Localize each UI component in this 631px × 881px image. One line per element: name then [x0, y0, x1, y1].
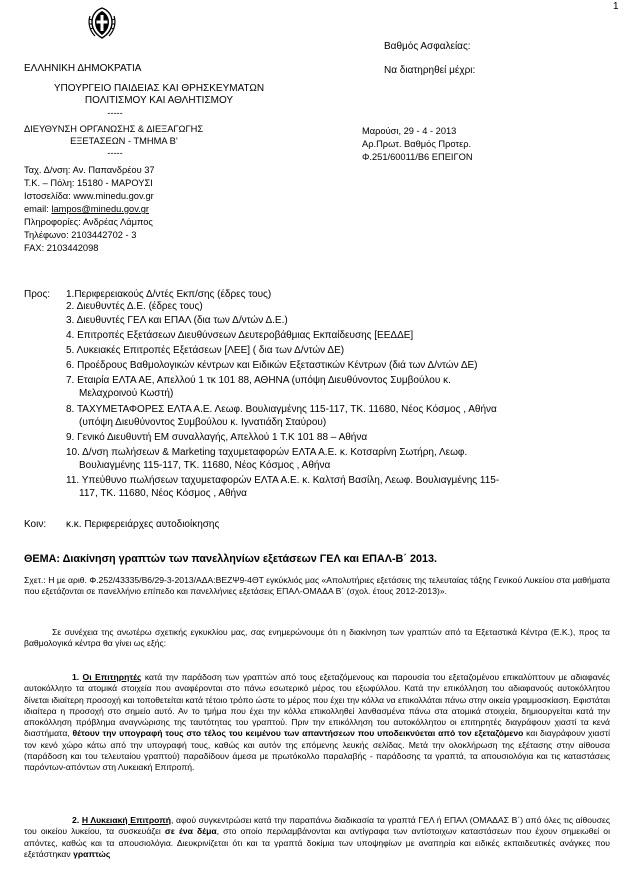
hellenic-republic-coat-of-arms-icon	[86, 6, 118, 40]
recipient-line: 117, ΤΚ. 11680, Νέος Κόσμος , Αθήνα	[79, 488, 247, 499]
subject: ΘΕΜΑ: Διακίνηση γραπτών των πανελληνίων εξετάσεων ΓΕΛ και ΕΠΑΛ-Β΄ 2013.	[24, 553, 437, 565]
info-contact: Πληροφορίες: Ανδρέας Λάμπος	[24, 217, 153, 227]
phone: Τηλέφωνο: 2103442702 - 3	[24, 230, 137, 240]
email-link[interactable]: lampos@minedu.gov.gr	[51, 204, 150, 214]
item-emphasis: γραπτώς	[73, 848, 111, 859]
postcode: Τ.Κ. – Πόλη: 15180 - ΜΑΡΟΥΣΙ	[24, 178, 153, 188]
recipient-line: 5. Λυκειακές Επιτροπές Εξετάσεων [ΛΕΕ] ( δια των Δ/ντών ΔΕ)	[66, 345, 345, 356]
intro-paragraph: Σε συνέχεια της ανωτέρω σχετικής εγκυκλίου μας, σας ενημερώνουμε ότι η διακίνηση των γραπτών από τα Εξεταστικά Κέντρα (Ε.Κ.), προς τα βαθμολογικά κέντρα θα γίνει ως εξής:	[24, 627, 610, 649]
recipient-line: 9. Γενικό Διευθυντή ΕΜ συναλλαγής, Απελλού 1 Τ.Κ 101 88 – Αθήνα	[66, 432, 368, 443]
recipient-line: 7. Εταιρία ΕΛΤΑ ΑΕ, Απελλού 1 τκ 101 88, ΑΘΗΝΑ (υπόψη Διευθύνοντος Συμβούλου κ.	[66, 375, 451, 386]
item-emphasis: θέτουν την υπογραφή τους στο τέλος του κειμένου των απαντήσεων που υποδεικνύεται από τον εξεταζόμενο	[72, 728, 524, 739]
email-line	[24, 204, 149, 214]
separator: -----	[107, 108, 123, 118]
instruction-item-1	[24, 672, 610, 774]
classification-label: Βαθμός Ασφαλείας:	[384, 41, 471, 52]
ministry-line1: ΥΠΟΥΡΓΕΙΟ ΠΑΙΔΕΙΑΣ ΚΑΙ ΘΡΗΣΚΕΥΜΑΤΩΝ	[53, 83, 265, 94]
protocol-label: Αρ.Πρωτ. Βαθμός Προτερ.	[362, 139, 472, 149]
instruction-item-2	[24, 815, 610, 860]
recipient-line: 8. ΤΑΧΥΜΕΤΑΦΟΡΕΣ ΕΛΤΑ Α.Ε. Λεωφ. Βουλιαγμένης 115-117, ΤΚ. 11680, Νέος Κόσμος , Αθήνα	[66, 404, 497, 415]
recipient-line: 3. Διευθυντές ΓΕΛ και ΕΠΑΛ (δια των Δ/ντών Δ.Ε.)	[66, 315, 288, 326]
cc-text: κ.κ. Περιφερειάρχες αυτοδιοίκησης	[66, 519, 220, 530]
place-date: Μαρούσι, 29 - 4 - 2013	[362, 126, 457, 136]
item-number: 2.	[72, 815, 82, 825]
website: Ιστοσελίδα: www.minedu.gov.gr	[24, 191, 154, 201]
cc-label: Κοιν:	[24, 519, 47, 530]
item-text: και διαγράφουν χιαστί τον κενό χώρο κάτω από την υπογραφή τους, καθώς και αυτόν της επόμενης λευκής σελίδας. Μετά την ολοκλήρωση της εξέτασης στην αίθουσα (παράδοση και του τελευταίου γραπτού) παραδίδουν άμεσα με πρωτόκολλο παραλαβής - παράδοσης τα γραπτά, τα απουσιολόγια και τις καταστάσεις παρόντων-απόντων στη Λυκειακή Επιτροπή.	[24, 728, 611, 773]
state-name: ΕΛΛΗΝΙΚΗ ΔΗΜΟΚΡΑΤΙΑ	[24, 63, 142, 74]
item-lead: Οι Επιτηρητές	[82, 672, 142, 682]
reference-paragraph: Σχετ.: Η με αριθ. Φ.252/43335/Β6/29-3-2013/ΑΔΑ:ΒΕΖΨ9-4ΘΤ εγκύκλιός μας «Απολυτήριες εξετάσεις της τελευταίας τάξης Γενικού Λυκείου στα μαθήματα που εξετάζονται σε πανελλήνιο επίπεδο και πανελλήνιες εξετάσεις ΕΠΑΛ-ΟΜΑΔΑ Β΄ (σχολ. έτους 2012-2013)».	[24, 575, 610, 597]
fax: FAX: 2103442098	[24, 243, 99, 253]
item-text: , στο οποίο περιλαμβάνονται και αντίγραφα των αντίστοιχων καταστάσεων που έχουν σημειωθεί οι απόντες, καθώς και τα απουσιολόγια. Διευκρινίζεται ότι και τα γραπτά δοκίμια των υποψηφίων με αναπηρία και ειδικές εκπαιδευτικές ανάγκες που εξετάστηκαν	[24, 826, 610, 859]
protocol-number: Φ.251/60011/Β6 ΕΠΕΙΓΟΝ	[362, 152, 473, 162]
page-number: 1	[613, 1, 619, 12]
recipients-label: Προς:	[24, 289, 51, 300]
item-emphasis: σε ένα δέμα	[164, 826, 217, 837]
directorate-line1: ΔΙΕΥΘΥΝΣΗ ΟΡΓΑΝΩΣΗΣ & ΔΙΕΞΑΓΩΓΗΣ	[24, 124, 204, 134]
ministry-line2: ΠΟΛΙΤΙΣΜΟΥ ΚΑΙ ΑΘΛΗΤΙΣΜΟΥ	[84, 95, 234, 106]
recipient-line: 6. Προέδρους Βαθμολογικών κέντρων και Ειδικών Εξεταστικών Κέντρων (διά των Δ/ντών ΔΕ)	[66, 360, 478, 371]
recipient-line: 10. Δ/νση πωλήσεων & Marketing ταχυμεταφορών ΕΛΤΑ Α.Ε. κ. Κοτσαρίνη Σωτήρη, Λεωφ.	[66, 447, 468, 458]
directorate-line2: ΕΞΕΤΑΣΕΩΝ - ΤΜΗΜΑ Β’	[70, 136, 178, 146]
email-label: email:	[24, 204, 52, 214]
item-text: , αφού συγκεντρώσει κατά την παραπάνω διαδικασία τα γραπτά ΓΕΛ ή ΕΠΑΛ (ΟΜΑΔΑΣ Β΄) από όλες τις αίθουσες του οικείου λυκείου, τα συσκευάζει	[24, 815, 611, 837]
item-number: 1.	[72, 672, 83, 682]
recipient-line: 1.Περιφερειακούς Δ/ντές Εκπ/σης (έδρες τους)	[66, 289, 272, 300]
item-text: κατά την παράδοση των γραπτών από τους εξεταζόμενους και παρουσία του εξεταζομένου επικαλύπτουν με αδιαφανές αυτοκόλλητο τα ατομικά στοιχεία που αναφέρονται στο πάνω εσωτερικό μέρος του εξωφύλλου. Κατά την επικόλληση του αδιαφανούς αυτοκόλλητου δίνεται ιδιαίτερη προσοχή και τοποθετείται κατά τέτοιο τρόπο ώστε το μέρος που έχει την κόλλα να επικολλάται πάνω στην οικεία γραμμοσκίαση. Εφιστάται ιδιαίτερα η προσοχή στο σημείο αυτό. Αν το τμήμα που έχει την κόλλα επικολληθεί λανθασμένα πάνω στα ατομικά στοιχεία, δημιουργείται κατά την αποκόλληση πρόβλημα αναγνώρισης της ταυτότητας του γραπτού. Πριν την επικόλληση του αυτοκόλλητου οι επιτηρητές διαγράφουν χιαστί τα κενά διαστήματα,	[24, 672, 610, 739]
recipient-line: Βουλιαγμένης 115-117, ΤΚ. 11680, Νέος Κόσμος , Αθήνα	[79, 460, 331, 471]
address: Ταχ. Δ/νση: Αν. Παπανδρέου 37	[24, 165, 155, 175]
recipient-line: 4. Επιτροπές Εξετάσεων Διευθύνσεων Δευτεροβάθμιας Εκπαίδευσης [ΕΕΔΔΕ]	[66, 330, 414, 341]
recipient-line: 11. Υπεύθυνο πωλήσεων ταχυμεταφορών ΕΛΤΑ Α.Ε. κ. Καλτσή Βασίλη, Λεωφ. Βουλιαγμένης 115-	[66, 475, 500, 486]
retention-label: Να διατηρηθεί μέχρι:	[384, 65, 476, 76]
recipient-line: 2. Διευθυντές Δ.Ε. (έδρες τους)	[66, 301, 203, 312]
recipient-line: Μελαχροινού Κωστή)	[79, 388, 174, 399]
item-lead: Η Λυκειακή Επιτροπή	[81, 815, 171, 825]
separator: -----	[107, 148, 123, 158]
recipient-line: (υπόψη Διευθύνοντος Συμβούλου κ. Ιγνατιάδη Σταύρου)	[79, 417, 327, 428]
